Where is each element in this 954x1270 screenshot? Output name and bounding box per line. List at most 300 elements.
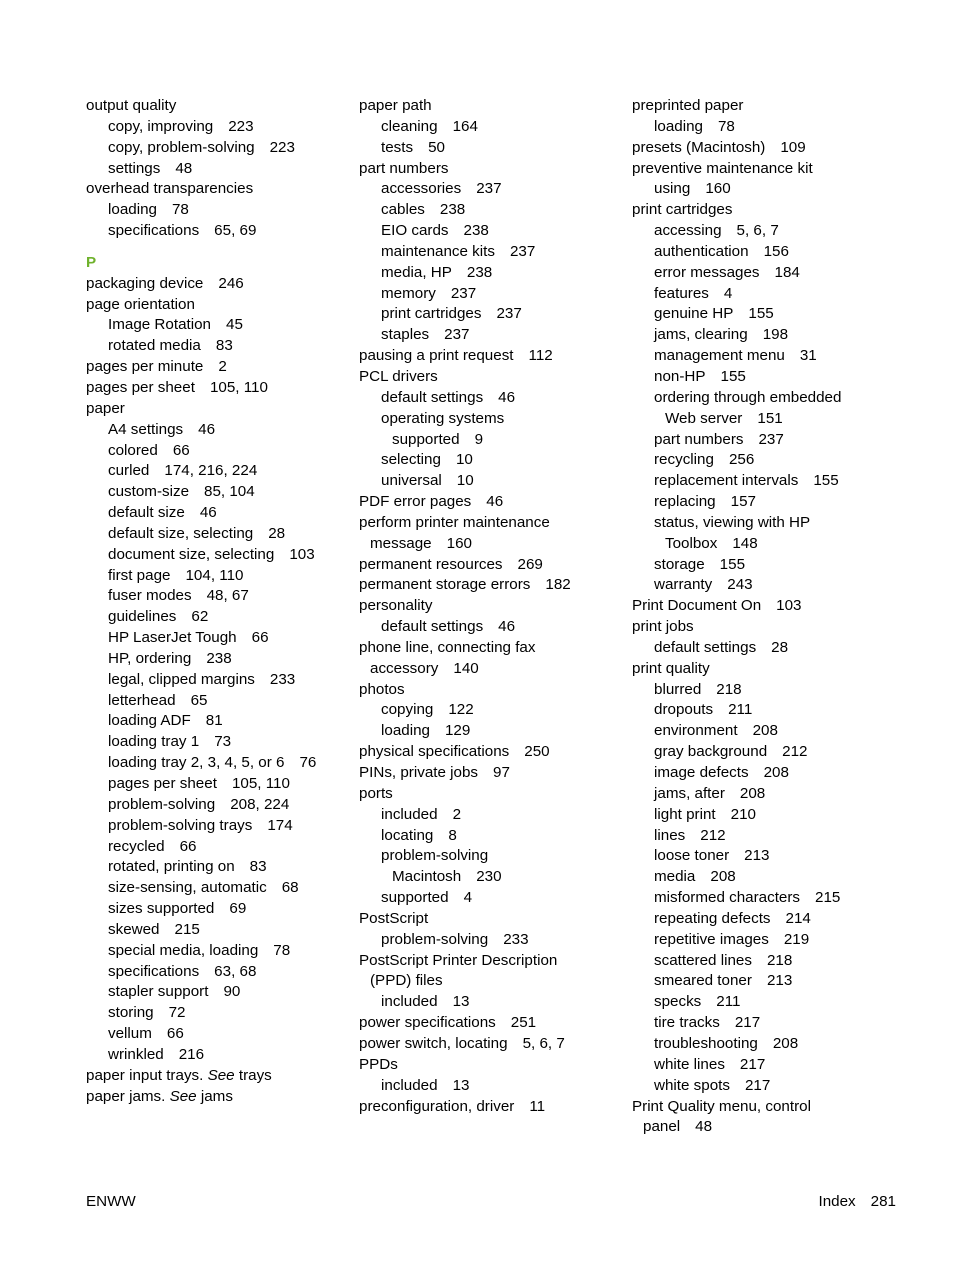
index-entry: [359, 1013, 571, 1034]
index-subentry: [359, 450, 571, 471]
index-subentry: [359, 888, 571, 909]
index-entry: [359, 367, 571, 388]
entry-page-numbers[interactable]: 233: [269, 670, 296, 688]
entry-page-numbers[interactable]: 213: [744, 847, 770, 865]
entry-term: guidelines: [108, 608, 177, 626]
index-subentry: [86, 691, 316, 712]
entry-page-numbers[interactable]: 28: [771, 638, 789, 656]
index-subentry: [86, 649, 316, 670]
index-entry: [86, 295, 316, 316]
index-subentry: [86, 566, 316, 587]
index-subentry: [632, 763, 841, 784]
index-subentry: [359, 617, 571, 638]
index-subentry: [86, 982, 316, 1003]
entry-term: white spots: [654, 1076, 730, 1094]
index-subentry: [86, 774, 316, 795]
index-entry: [359, 638, 571, 659]
entry-page-numbers[interactable]: 217: [739, 1055, 766, 1073]
entry-page-numbers[interactable]: 237: [450, 284, 477, 302]
entry-term: rotated media: [108, 337, 201, 355]
entry-term: rotated, printing on: [108, 858, 235, 876]
see-reference-target[interactable]: jams: [200, 1087, 233, 1105]
index-letter-heading: P: [86, 253, 97, 271]
entry-page-numbers[interactable]: 148: [732, 534, 758, 552]
entry-term: loading tray 1: [108, 733, 200, 751]
entry-page-numbers[interactable]: 5, 6, 7: [736, 222, 779, 240]
index-entry: [86, 179, 316, 200]
index-column-3: [632, 96, 841, 1138]
entry-page-numbers[interactable]: 45: [226, 316, 243, 334]
entry-page-numbers[interactable]: 250: [524, 743, 550, 761]
entry-page-numbers[interactable]: 46: [198, 420, 216, 438]
entry-page-numbers[interactable]: 76: [299, 754, 317, 772]
index-subentry: [632, 575, 841, 596]
index-entry: [359, 346, 571, 367]
index-subentry: [86, 461, 316, 482]
entry-page-numbers[interactable]: 66: [172, 441, 190, 459]
index-subentry: [632, 284, 841, 305]
index-entry: [86, 357, 316, 378]
entry-page-numbers[interactable]: 214: [785, 909, 811, 927]
index-entry: [359, 680, 571, 701]
entry-term: loading: [108, 201, 157, 219]
index-subentry: [86, 482, 316, 503]
index-subentry: [86, 503, 316, 524]
index-column-1: [86, 96, 316, 1108]
index-entry: [359, 575, 571, 596]
index-subentry: [632, 304, 841, 325]
entry-page-numbers[interactable]: 72: [168, 1004, 186, 1022]
entry-term: Print Document On: [632, 597, 762, 615]
entry-page-numbers[interactable]: 69: [229, 900, 247, 918]
entry-term: preconfiguration, driver: [359, 1097, 515, 1115]
entry-page-numbers[interactable]: 62: [191, 608, 209, 626]
entry-page-numbers[interactable]: 208: [772, 1034, 799, 1052]
index-subentry: [86, 711, 316, 732]
entry-page-numbers[interactable]: 46: [199, 504, 217, 522]
entry-page-numbers[interactable]: 4: [463, 889, 473, 907]
entry-page-numbers[interactable]: 122: [448, 701, 474, 719]
entry-page-numbers[interactable]: 104, 110: [185, 566, 244, 584]
entry-page-numbers[interactable]: 217: [744, 1076, 771, 1094]
index-subentry: [632, 221, 841, 242]
index-subentry: [632, 450, 841, 471]
index-entry: [86, 399, 316, 420]
index-entry: [86, 274, 316, 295]
entry-page-numbers[interactable]: 105, 110: [209, 378, 268, 396]
entry-term: repeating defects: [654, 909, 771, 927]
entry-term: EIO cards: [381, 222, 449, 240]
entry-page-numbers[interactable]: 78: [273, 941, 291, 959]
entry-term: first page: [108, 566, 171, 584]
entry-page-numbers[interactable]: 5, 6, 7: [522, 1034, 565, 1052]
entry-page-numbers[interactable]: 97: [493, 764, 510, 781]
entry-page-numbers[interactable]: 9: [474, 430, 484, 448]
entry-term: default settings: [654, 638, 757, 656]
entry-term: preventive maintenance kit: [632, 159, 813, 177]
entry-page-numbers[interactable]: 157: [730, 493, 756, 511]
entry-term: warranty: [654, 576, 713, 594]
entry-page-numbers[interactable]: 164: [452, 117, 478, 135]
index-subentry: [632, 826, 841, 847]
entry-term: PDF error pages: [359, 493, 472, 511]
index-subentry-continuation: [632, 409, 841, 430]
entry-page-numbers[interactable]: 230: [476, 868, 502, 886]
entry-term: personality: [359, 597, 433, 615]
entry-term: storing: [108, 1004, 154, 1022]
entry-page-numbers[interactable]: 11: [529, 1097, 546, 1115]
entry-page-numbers[interactable]: 211: [716, 993, 741, 1011]
index-subentry: [632, 992, 841, 1013]
entry-term: (PPD) files: [370, 972, 443, 990]
entry-page-numbers[interactable]: 140: [453, 659, 479, 677]
index-subentry: [359, 242, 571, 263]
entry-page-numbers[interactable]: 208: [763, 764, 789, 781]
entry-page-numbers[interactable]: 68: [281, 879, 299, 897]
entry-page-numbers[interactable]: 223: [228, 117, 254, 135]
index-subentry: [86, 221, 316, 242]
entry-page-numbers[interactable]: 81: [205, 712, 223, 730]
index-subentry: [86, 159, 316, 180]
entry-page-numbers[interactable]: 208, 224: [230, 795, 290, 813]
entry-page-numbers[interactable]: 78: [717, 117, 735, 135]
entry-term: storage: [654, 555, 705, 573]
entry-term: tests: [381, 138, 414, 156]
index-subentry: [632, 680, 841, 701]
entry-term: default size, selecting: [108, 524, 254, 542]
entry-term: colored: [108, 441, 158, 459]
entry-page-numbers[interactable]: 156: [763, 242, 789, 260]
index-subentry: [632, 721, 841, 742]
see-reference-label: See: [169, 1087, 197, 1105]
index-column-2: [359, 96, 571, 1117]
entry-page-numbers[interactable]: 216: [178, 1045, 205, 1063]
index-subentry: [632, 471, 841, 492]
entry-term: accessories: [381, 180, 462, 198]
index-subentry: [86, 628, 316, 649]
entry-page-numbers[interactable]: 237: [758, 430, 784, 448]
entry-page-numbers[interactable]: 215: [174, 920, 200, 938]
entry-page-numbers[interactable]: 208: [752, 722, 778, 740]
entry-term: PINs, private jobs: [359, 764, 479, 781]
entry-page-numbers[interactable]: 210: [730, 805, 756, 823]
entry-page-numbers[interactable]: 155: [813, 472, 839, 490]
entry-page-numbers[interactable]: 63, 68: [214, 962, 257, 980]
entry-term: copy, problem-solving: [108, 138, 255, 156]
entry-page-numbers[interactable]: 66: [166, 1025, 184, 1043]
entry-term: light print: [654, 805, 716, 823]
entry-page-numbers[interactable]: 233: [503, 930, 529, 948]
entry-page-numbers[interactable]: 48: [695, 1118, 713, 1136]
entry-term: print cartridges: [381, 305, 482, 323]
entry-term: paper jams.: [86, 1087, 166, 1105]
entry-page-numbers[interactable]: 160: [705, 180, 731, 198]
entry-term: management menu: [654, 347, 785, 365]
entry-page-numbers[interactable]: 238: [206, 649, 232, 667]
entry-page-numbers[interactable]: 155: [748, 305, 774, 323]
entry-term: included: [381, 1076, 438, 1094]
entry-page-numbers[interactable]: 155: [720, 367, 746, 385]
entry-page-numbers[interactable]: 13: [452, 993, 470, 1011]
entry-term: part numbers: [654, 430, 744, 448]
entry-page-numbers[interactable]: 13: [452, 1076, 470, 1094]
entry-page-numbers[interactable]: 238: [463, 222, 489, 240]
index-subentry: [632, 388, 841, 409]
entry-term: lines: [654, 826, 686, 844]
entry-term: staples: [381, 326, 430, 344]
index-subentry: [359, 117, 571, 138]
entry-page-numbers[interactable]: 129: [444, 722, 471, 740]
entry-page-numbers[interactable]: 223: [269, 138, 295, 156]
entry-term: problem-solving: [108, 795, 216, 813]
entry-page-numbers[interactable]: 182: [545, 576, 571, 594]
entry-term: media, HP: [381, 263, 452, 281]
entry-page-numbers[interactable]: 269: [517, 555, 543, 573]
entry-term: copying: [381, 701, 434, 719]
see-reference-target[interactable]: trays: [238, 1066, 272, 1084]
entry-page-numbers[interactable]: 46: [498, 388, 516, 406]
entry-term: pausing a print request: [359, 347, 514, 365]
entry-page-numbers[interactable]: 2: [218, 358, 227, 376]
entry-term: overhead transparencies: [86, 180, 254, 198]
index-subentry: [86, 732, 316, 753]
entry-term: using: [654, 180, 691, 198]
entry-page-numbers[interactable]: 160: [446, 534, 472, 552]
index-entry: [359, 513, 571, 534]
entry-page-numbers[interactable]: 174: [267, 816, 293, 834]
index-subentry: [359, 325, 571, 346]
entry-term: print quality: [632, 659, 710, 677]
entry-page-numbers[interactable]: 83: [215, 337, 233, 355]
entry-page-numbers[interactable]: 50: [428, 138, 445, 156]
index-subentry: [86, 420, 316, 441]
entry-term: print cartridges: [632, 201, 733, 219]
entry-page-numbers[interactable]: 155: [719, 555, 746, 573]
entry-term: Web server: [665, 409, 743, 427]
entry-term: cables: [381, 201, 425, 219]
index-subentry: [86, 941, 316, 962]
entry-page-numbers[interactable]: 66: [251, 629, 269, 647]
index-subentry: [632, 1034, 841, 1055]
entry-term: environment: [654, 722, 738, 740]
entry-term: authentication: [654, 242, 749, 260]
entry-term: specifications: [108, 222, 200, 240]
entry-term: problem-solving: [381, 847, 489, 865]
entry-term: copy, improving: [108, 117, 214, 135]
entry-page-numbers[interactable]: 78: [171, 201, 189, 219]
index-entry: [86, 1087, 316, 1108]
entry-term: media: [654, 868, 696, 886]
entry-term: locating: [381, 826, 434, 844]
entry-page-numbers[interactable]: 238: [439, 201, 466, 219]
entry-term: HP, ordering: [108, 649, 192, 667]
entry-page-numbers[interactable]: 208: [710, 868, 736, 886]
entry-term: loose toner: [654, 847, 730, 865]
index-entry-continuation: [359, 534, 571, 555]
index-subentry: [86, 920, 316, 941]
entry-page-numbers[interactable]: 213: [766, 972, 793, 990]
footer-page-label: [819, 1192, 897, 1212]
index-subentry: [632, 367, 841, 388]
entry-page-numbers[interactable]: 237: [496, 305, 522, 323]
index-entry: [359, 492, 571, 513]
entry-page-numbers[interactable]: 217: [734, 1014, 761, 1032]
entry-page-numbers[interactable]: 4: [723, 284, 733, 302]
entry-term: loading: [381, 722, 430, 740]
index-subentry: [86, 670, 316, 691]
entry-page-numbers[interactable]: 237: [476, 180, 502, 198]
entry-page-numbers[interactable]: 211: [728, 701, 753, 719]
entry-page-numbers[interactable]: 212: [700, 826, 726, 844]
index-subentry: [359, 221, 571, 242]
index-entry-continuation: [359, 659, 571, 680]
entry-page-numbers[interactable]: 212: [782, 743, 808, 761]
index-subentry: [86, 1003, 316, 1024]
entry-term: replacement intervals: [654, 472, 799, 490]
entry-page-numbers[interactable]: 238: [466, 263, 493, 281]
entry-page-numbers[interactable]: 198: [762, 326, 789, 344]
entry-term: loading ADF: [108, 712, 191, 730]
entry-term: problem-solving trays: [108, 816, 253, 834]
index-subentry: [359, 200, 571, 221]
entry-page-numbers[interactable]: 8: [448, 826, 457, 844]
entry-page-numbers[interactable]: 10: [456, 472, 474, 490]
entry-page-numbers[interactable]: 65: [190, 691, 208, 709]
entry-page-numbers[interactable]: 151: [757, 409, 783, 427]
index-subentry: [632, 888, 841, 909]
entry-page-numbers[interactable]: 237: [444, 326, 470, 344]
index-subentry: [86, 837, 316, 858]
entry-page-numbers[interactable]: 65, 69: [214, 222, 257, 240]
entry-term: pages per sheet: [86, 378, 195, 396]
entry-term: physical specifications: [359, 743, 510, 761]
index-entry: [86, 378, 316, 399]
entry-page-numbers[interactable]: 218: [716, 680, 742, 698]
entry-page-numbers[interactable]: 66: [179, 837, 197, 855]
entry-term: paper: [86, 399, 125, 417]
see-reference-label: See: [207, 1066, 235, 1084]
entry-page-numbers[interactable]: 46: [498, 618, 516, 636]
entry-page-numbers[interactable]: 90: [223, 983, 241, 1001]
entry-page-numbers[interactable]: 2: [452, 805, 462, 823]
index-subentry: [86, 816, 316, 837]
index-entry: [359, 96, 571, 117]
entry-term: panel: [643, 1118, 681, 1136]
entry-page-numbers[interactable]: 174, 216, 224: [164, 462, 258, 480]
entry-term: skewed: [108, 920, 160, 938]
entry-page-numbers[interactable]: 48: [175, 159, 193, 177]
entry-term: troubleshooting: [654, 1034, 758, 1052]
index-subentry: [359, 284, 571, 305]
index-subentry: [632, 555, 841, 576]
entry-term: white lines: [654, 1055, 725, 1073]
entry-term: universal: [381, 472, 442, 490]
index-subentry: [632, 179, 841, 200]
entry-term: Print Quality menu, control: [632, 1097, 811, 1115]
index-entry: [632, 159, 841, 180]
entry-page-numbers[interactable]: 184: [774, 263, 800, 281]
index-subentry: [86, 315, 316, 336]
index-subentry: [632, 700, 841, 721]
entry-page-numbers[interactable]: 28: [268, 524, 286, 542]
entry-page-numbers[interactable]: 219: [783, 930, 810, 948]
entry-page-numbers[interactable]: 109: [780, 138, 806, 156]
entry-term: dropouts: [654, 701, 714, 719]
entry-term: pages per minute: [86, 358, 204, 376]
entry-term: presets (Macintosh): [632, 138, 766, 156]
index-subentry: [632, 1055, 841, 1076]
index-subentry: [632, 1013, 841, 1034]
index-entry: [359, 909, 571, 930]
index-entry: [86, 96, 316, 117]
entry-page-numbers[interactable]: 237: [509, 242, 536, 260]
entry-term: maintenance kits: [381, 242, 495, 260]
entry-page-numbers[interactable]: 85, 104: [204, 483, 255, 501]
entry-page-numbers[interactable]: 215: [815, 889, 841, 907]
index-subentry: [359, 471, 571, 492]
index-entry: [359, 1055, 571, 1076]
index-entry: [86, 1066, 316, 1087]
index-subentry: [632, 805, 841, 826]
entry-term: Toolbox: [665, 534, 718, 552]
entry-page-numbers[interactable]: 256: [728, 451, 755, 469]
entry-term: curled: [108, 462, 150, 480]
entry-term: scattered lines: [654, 951, 752, 969]
entry-page-numbers[interactable]: 246: [218, 274, 244, 292]
entry-page-numbers[interactable]: 218: [766, 951, 793, 969]
index-subentry: [359, 179, 571, 200]
entry-page-numbers[interactable]: 105, 110: [231, 775, 290, 792]
entry-page-numbers[interactable]: 208: [739, 784, 766, 802]
entry-term: PostScript Printer Description: [359, 951, 558, 969]
entry-term: ports: [359, 784, 393, 802]
index-entry-continuation: [632, 1117, 841, 1138]
index-subentry: [86, 1045, 316, 1066]
entry-page-numbers[interactable]: 48, 67: [206, 587, 249, 605]
index-subentry: [86, 200, 316, 221]
entry-page-numbers[interactable]: 103: [776, 597, 802, 615]
index-subentry: [359, 700, 571, 721]
entry-term: smeared toner: [654, 972, 752, 990]
entry-page-numbers[interactable]: 83: [249, 858, 267, 876]
index-subentry: [359, 992, 571, 1013]
entry-page-numbers[interactable]: 112: [528, 347, 553, 365]
index-subentry: [359, 304, 571, 325]
entry-term: gray background: [654, 743, 768, 761]
index-subentry: [632, 346, 841, 367]
entry-term: jams, after: [654, 784, 725, 802]
index-subentry: [359, 930, 571, 951]
index-entry: [359, 596, 571, 617]
entry-term: phone line, connecting fax: [359, 638, 536, 656]
entry-term: included: [381, 993, 438, 1011]
entry-term: cleaning: [381, 117, 438, 135]
entry-page-numbers[interactable]: 46: [486, 493, 504, 511]
index-subentry: [86, 117, 316, 138]
index-entry: [632, 659, 841, 680]
entry-page-numbers[interactable]: 31: [799, 347, 817, 365]
entry-page-numbers[interactable]: 251: [510, 1014, 537, 1032]
entry-term: memory: [381, 284, 436, 302]
index-entry: [632, 596, 841, 617]
index-entry-continuation: [359, 971, 571, 992]
entry-page-numbers[interactable]: 243: [727, 576, 753, 594]
entry-page-numbers[interactable]: 73: [214, 733, 232, 751]
entry-page-numbers[interactable]: 103: [289, 545, 315, 563]
entry-term: accessing: [654, 222, 722, 240]
entry-page-numbers[interactable]: 10: [455, 451, 473, 469]
entry-term: recycled: [108, 837, 165, 855]
